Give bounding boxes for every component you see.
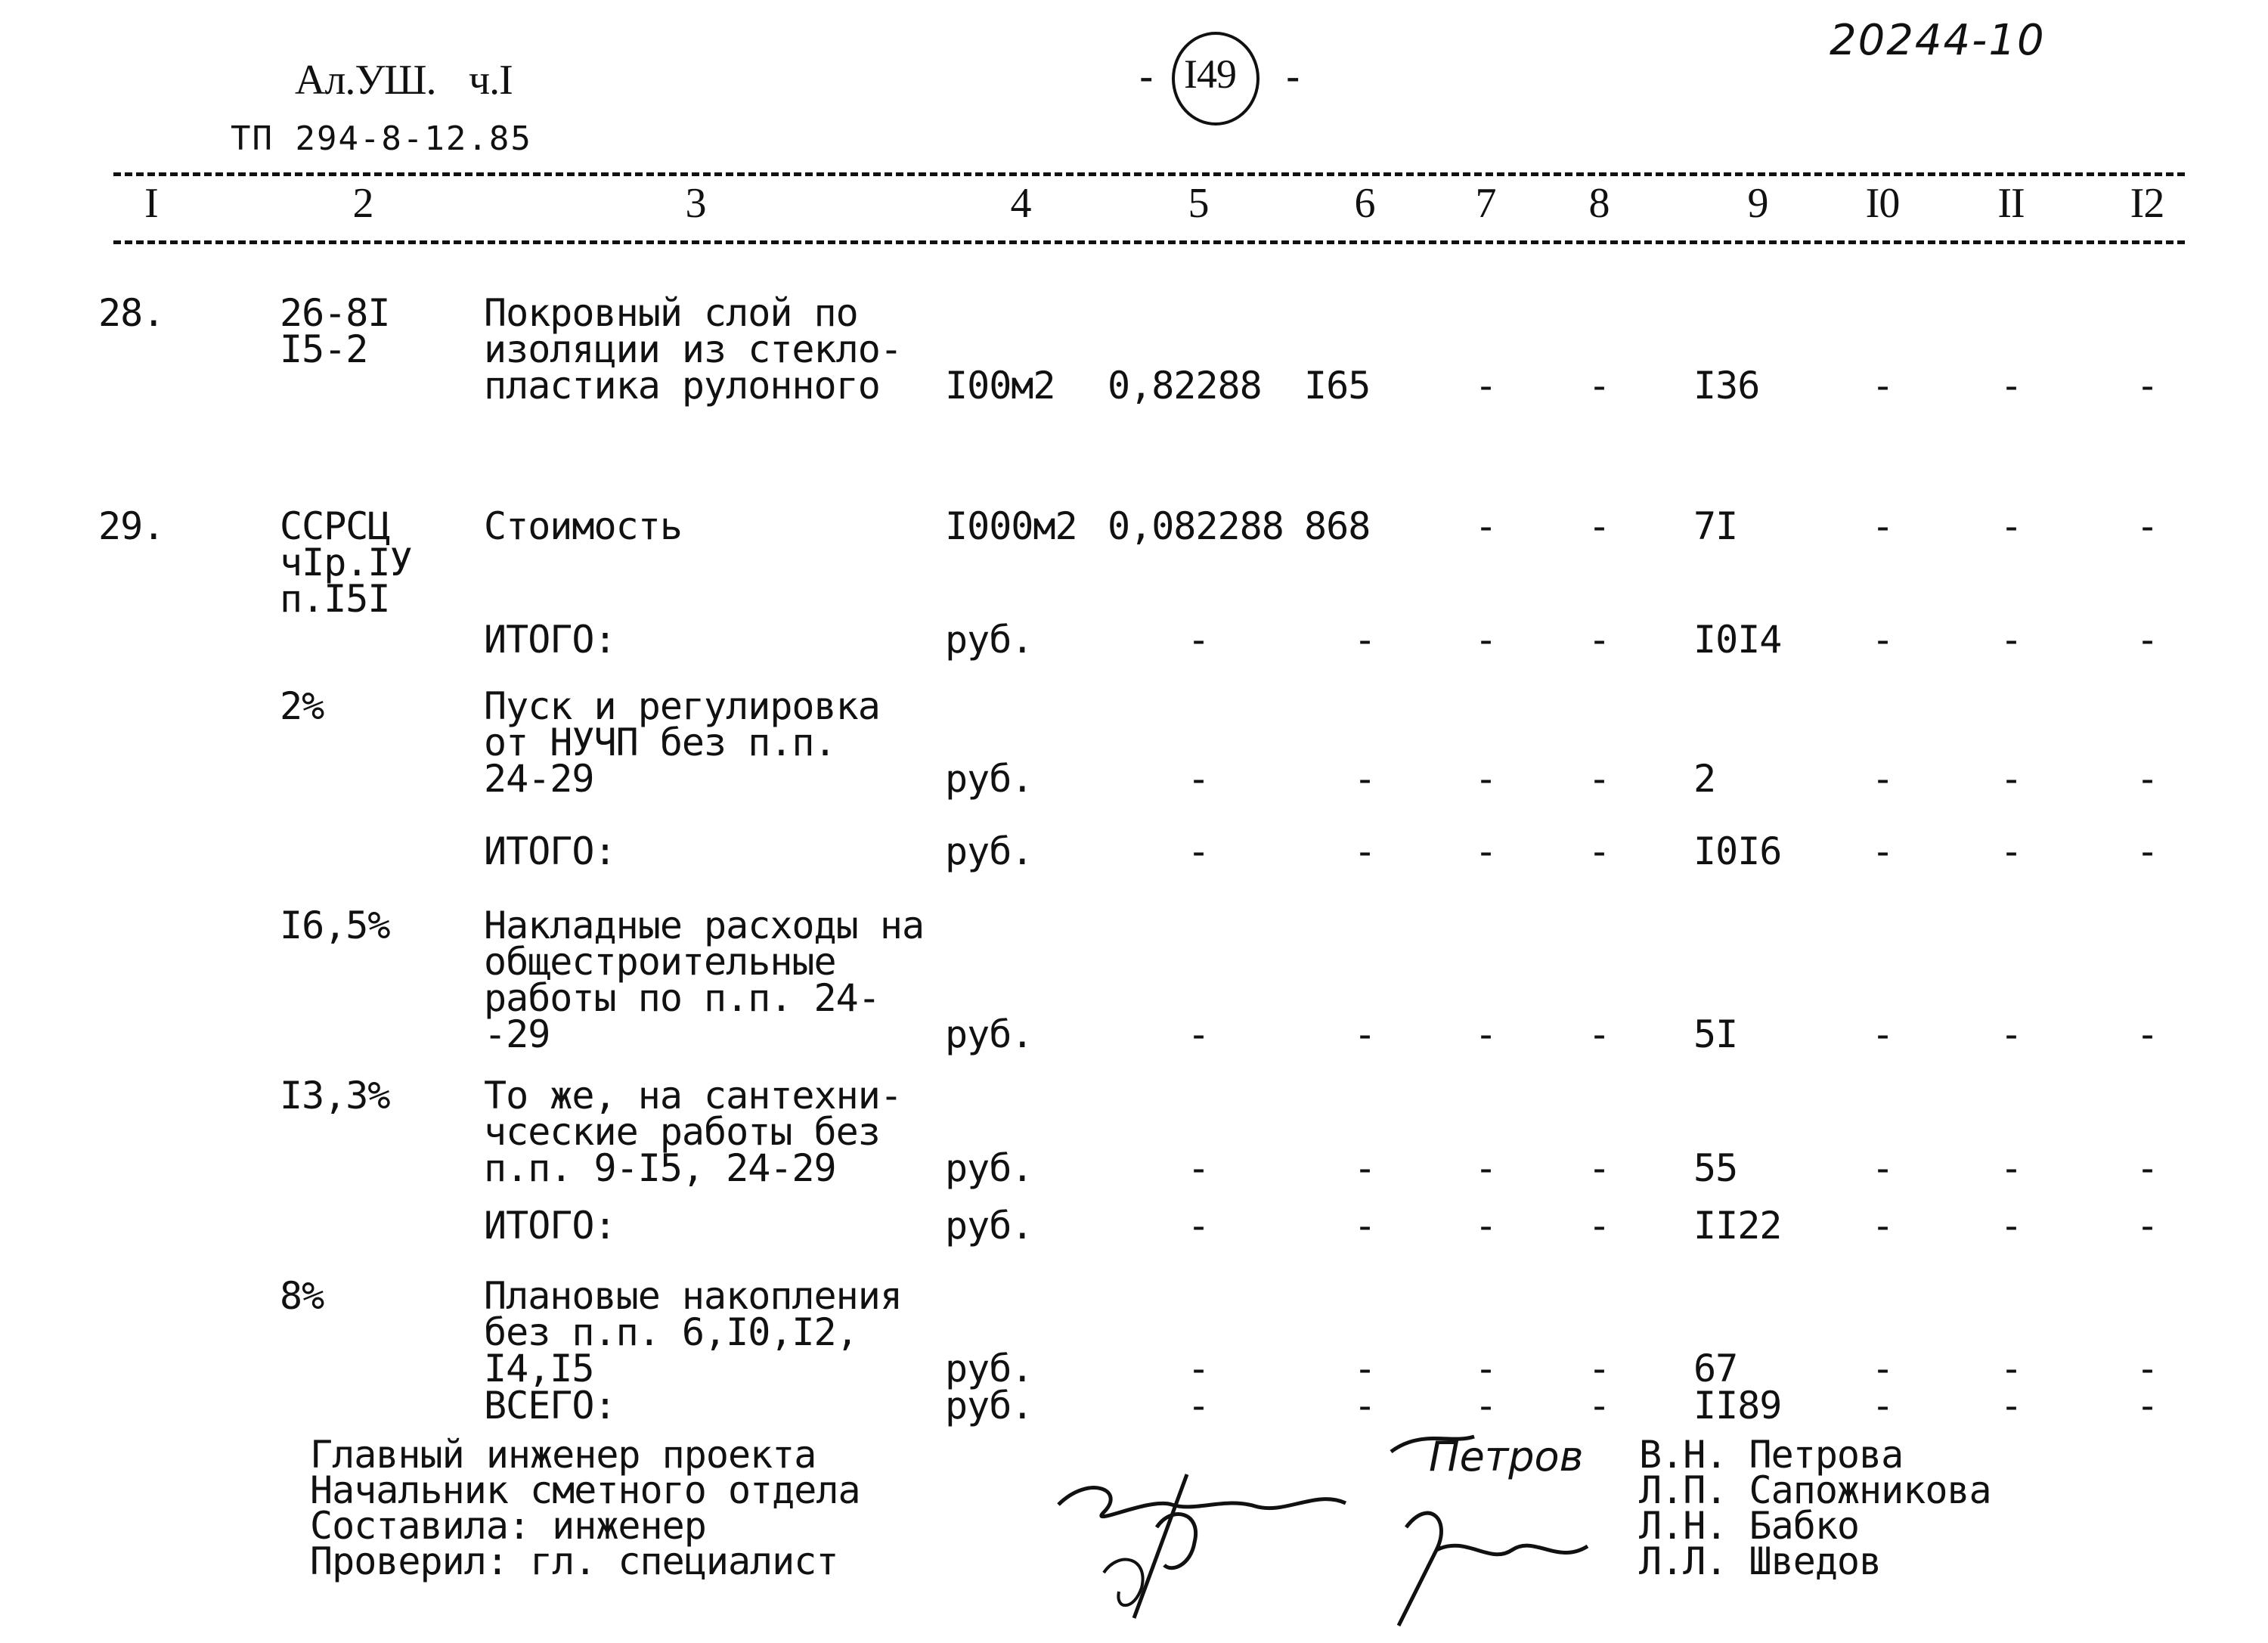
description-line: Плановые накопления xyxy=(484,1274,902,1318)
unit: руб. xyxy=(945,1204,1033,1248)
col-7: - xyxy=(1474,364,1497,408)
norm-code-line: I6,5% xyxy=(280,904,390,947)
col-11: - xyxy=(2000,757,2022,801)
col-10: - xyxy=(1871,364,1894,408)
description-line: изоляции из стекло- xyxy=(484,327,902,371)
col-8: - xyxy=(1588,1384,1610,1428)
col-8: - xyxy=(1588,504,1610,548)
col-8: - xyxy=(1588,1012,1610,1056)
unit-price: - xyxy=(1353,1204,1376,1248)
col-7: - xyxy=(1474,1146,1497,1190)
norm-code-line: п.I5I xyxy=(280,577,390,621)
col-10: - xyxy=(1871,1347,1894,1390)
col-12: - xyxy=(2136,618,2158,662)
norm-code-line: ССРСЦ xyxy=(280,504,390,548)
column-header-1: I xyxy=(144,180,158,227)
unit-price: - xyxy=(1353,1384,1376,1428)
project-code: ТП 294-8-12.85 xyxy=(231,119,532,158)
column-header-2: 2 xyxy=(352,180,373,227)
column-header-11: II xyxy=(1997,180,2025,227)
total-cost: 5I xyxy=(1693,1012,1738,1056)
column-header-6: 6 xyxy=(1354,180,1375,227)
description-line: ИТОГО: xyxy=(484,618,616,662)
quantity: - xyxy=(1187,618,1210,662)
unit: руб. xyxy=(945,618,1033,662)
col-12: - xyxy=(2136,829,2158,873)
description-line: пластика рулонного xyxy=(484,364,880,408)
signature-role: Главный инженер проекта xyxy=(310,1433,816,1477)
col-12: - xyxy=(2136,1204,2158,1248)
signature-role: Проверил: гл. специалист xyxy=(310,1539,838,1583)
col-7: - xyxy=(1474,504,1497,548)
unit-price: - xyxy=(1353,829,1376,873)
album-label: Ал.УШ. xyxy=(295,57,436,104)
description-line: общестроительные xyxy=(484,940,836,984)
col-7: - xyxy=(1474,1347,1497,1390)
total-cost: II22 xyxy=(1693,1204,1782,1248)
col-12: - xyxy=(2136,364,2158,408)
quantity: 0,082288 xyxy=(1108,504,1284,548)
column-header-4: 4 xyxy=(1010,180,1031,227)
signature-name: Л.П. Сапожникова xyxy=(1639,1468,1991,1512)
col-10: - xyxy=(1871,1146,1894,1190)
signature-role: Начальник сметного отдела xyxy=(310,1468,860,1512)
norm-code-line: чIр.IУ xyxy=(280,541,412,584)
norm-code-line: 26-8I xyxy=(280,291,390,335)
col-8: - xyxy=(1588,757,1610,801)
description-line: Накладные расходы на xyxy=(484,904,925,947)
col-8: - xyxy=(1588,618,1610,662)
column-header-10: I0 xyxy=(1865,180,1900,227)
signature-scribble-2 xyxy=(1361,1421,1610,1633)
signature-name: Л.Н. Бабко xyxy=(1639,1504,1860,1548)
total-cost: 7I xyxy=(1693,504,1738,548)
col-11: - xyxy=(2000,1012,2022,1056)
signature-handwritten-name: Петров xyxy=(1429,1433,1584,1480)
col-10: - xyxy=(1871,504,1894,548)
col-11: - xyxy=(2000,1204,2022,1248)
norm-code-line: I5-2 xyxy=(280,327,368,371)
unit-price: - xyxy=(1353,618,1376,662)
description-line: Пуск и регулировка xyxy=(484,684,880,728)
unit-price: - xyxy=(1353,1146,1376,1190)
col-11: - xyxy=(2000,829,2022,873)
description-line: 24-29 xyxy=(484,757,594,801)
col-10: - xyxy=(1871,829,1894,873)
description-line: чсеские работы без xyxy=(484,1110,880,1154)
quantity: - xyxy=(1187,1012,1210,1056)
col-11: - xyxy=(2000,504,2022,548)
signature-name: Л.Л. Шведов xyxy=(1639,1539,1882,1583)
col-12: - xyxy=(2136,1146,2158,1190)
col-7: - xyxy=(1474,1012,1497,1056)
norm-code-line: I3,3% xyxy=(280,1074,390,1118)
unit-price: - xyxy=(1353,1347,1376,1390)
quantity: - xyxy=(1187,1347,1210,1390)
description-line: I4,I5 xyxy=(484,1347,594,1390)
description-line: работы по п.п. 24- xyxy=(484,976,880,1020)
description-line: То же, на сантехни- xyxy=(484,1074,902,1118)
unit-price: I65 xyxy=(1304,364,1371,408)
description-line: от НУЧП без п.п. xyxy=(484,721,836,764)
description-line: Стоимость xyxy=(484,504,682,548)
unit: руб. xyxy=(945,1012,1033,1056)
description-line: ВСЕГО: xyxy=(484,1384,616,1428)
col-12: - xyxy=(2136,504,2158,548)
total-cost: I0I6 xyxy=(1693,829,1782,873)
description-line: -29 xyxy=(484,1012,550,1056)
column-header-8: 8 xyxy=(1588,180,1610,227)
col-7: - xyxy=(1474,618,1497,662)
column-header-9: 9 xyxy=(1747,180,1768,227)
unit: руб. xyxy=(945,829,1033,873)
item-number: 28. xyxy=(98,291,165,335)
archive-number: 20244-10 xyxy=(1830,16,2046,65)
unit: руб. xyxy=(945,1384,1033,1428)
page-number-dash-right: - xyxy=(1281,53,1305,101)
quantity: - xyxy=(1187,1204,1210,1248)
description-line: ИТОГО: xyxy=(484,1204,616,1248)
norm-code-line: 2% xyxy=(280,684,324,728)
quantity: - xyxy=(1187,829,1210,873)
col-8: - xyxy=(1588,364,1610,408)
description-line: ИТОГО: xyxy=(484,829,616,873)
col-11: - xyxy=(2000,618,2022,662)
col-7: - xyxy=(1474,1384,1497,1428)
col-10: - xyxy=(1871,618,1894,662)
total-cost: II89 xyxy=(1693,1384,1782,1428)
col-10: - xyxy=(1871,1012,1894,1056)
col-12: - xyxy=(2136,1012,2158,1056)
col-8: - xyxy=(1588,1347,1610,1390)
total-cost: I0I4 xyxy=(1693,618,1782,662)
quantity: - xyxy=(1187,1146,1210,1190)
col-10: - xyxy=(1871,1384,1894,1428)
unit: руб. xyxy=(945,757,1033,801)
part-label: ч.I xyxy=(469,57,513,104)
col-8: - xyxy=(1588,829,1610,873)
col-12: - xyxy=(2136,1384,2158,1428)
col-12: - xyxy=(2136,1347,2158,1390)
description-line: без п.п. 6,I0,I2, xyxy=(484,1310,858,1354)
column-header-7: 7 xyxy=(1475,180,1496,227)
col-8: - xyxy=(1588,1146,1610,1190)
column-header-3: 3 xyxy=(685,180,706,227)
col-11: - xyxy=(2000,1146,2022,1190)
total-cost: I36 xyxy=(1693,364,1760,408)
item-number: 29. xyxy=(98,504,165,548)
page-number: I49 xyxy=(1184,51,1236,97)
signature-scribble-1 xyxy=(1043,1459,1383,1633)
col-11: - xyxy=(2000,364,2022,408)
page-number-dash-left: - xyxy=(1134,53,1158,101)
unit: руб. xyxy=(945,1347,1033,1390)
col-7: - xyxy=(1474,1204,1497,1248)
col-10: - xyxy=(1871,1204,1894,1248)
unit: I00м2 xyxy=(945,364,1055,408)
unit-price: 868 xyxy=(1304,504,1371,548)
unit-price: - xyxy=(1353,1012,1376,1056)
column-header-5: 5 xyxy=(1188,180,1209,227)
col-11: - xyxy=(2000,1384,2022,1428)
signature-name: В.Н. Петрова xyxy=(1639,1433,1904,1477)
col-11: - xyxy=(2000,1347,2022,1390)
norm-code-line: 8% xyxy=(280,1274,324,1318)
description-line: Покровный слой по xyxy=(484,291,858,335)
quantity: - xyxy=(1187,757,1210,801)
col-10: - xyxy=(1871,757,1894,801)
description-line: п.п. 9-I5, 24-29 xyxy=(484,1146,836,1190)
col-12: - xyxy=(2136,757,2158,801)
header-top-rule xyxy=(113,172,2185,176)
signature-role: Составила: инженер xyxy=(310,1504,706,1548)
unit-price: - xyxy=(1353,757,1376,801)
quantity: 0,82288 xyxy=(1108,364,1262,408)
unit: I000м2 xyxy=(945,504,1077,548)
col-8: - xyxy=(1588,1204,1610,1248)
column-header-12: I2 xyxy=(2130,180,2164,227)
header-bottom-rule xyxy=(113,240,2185,244)
total-cost: 67 xyxy=(1693,1347,1738,1390)
total-cost: 2 xyxy=(1693,757,1716,801)
unit: руб. xyxy=(945,1146,1033,1190)
quantity: - xyxy=(1187,1384,1210,1428)
col-7: - xyxy=(1474,829,1497,873)
col-7: - xyxy=(1474,757,1497,801)
total-cost: 55 xyxy=(1693,1146,1738,1190)
